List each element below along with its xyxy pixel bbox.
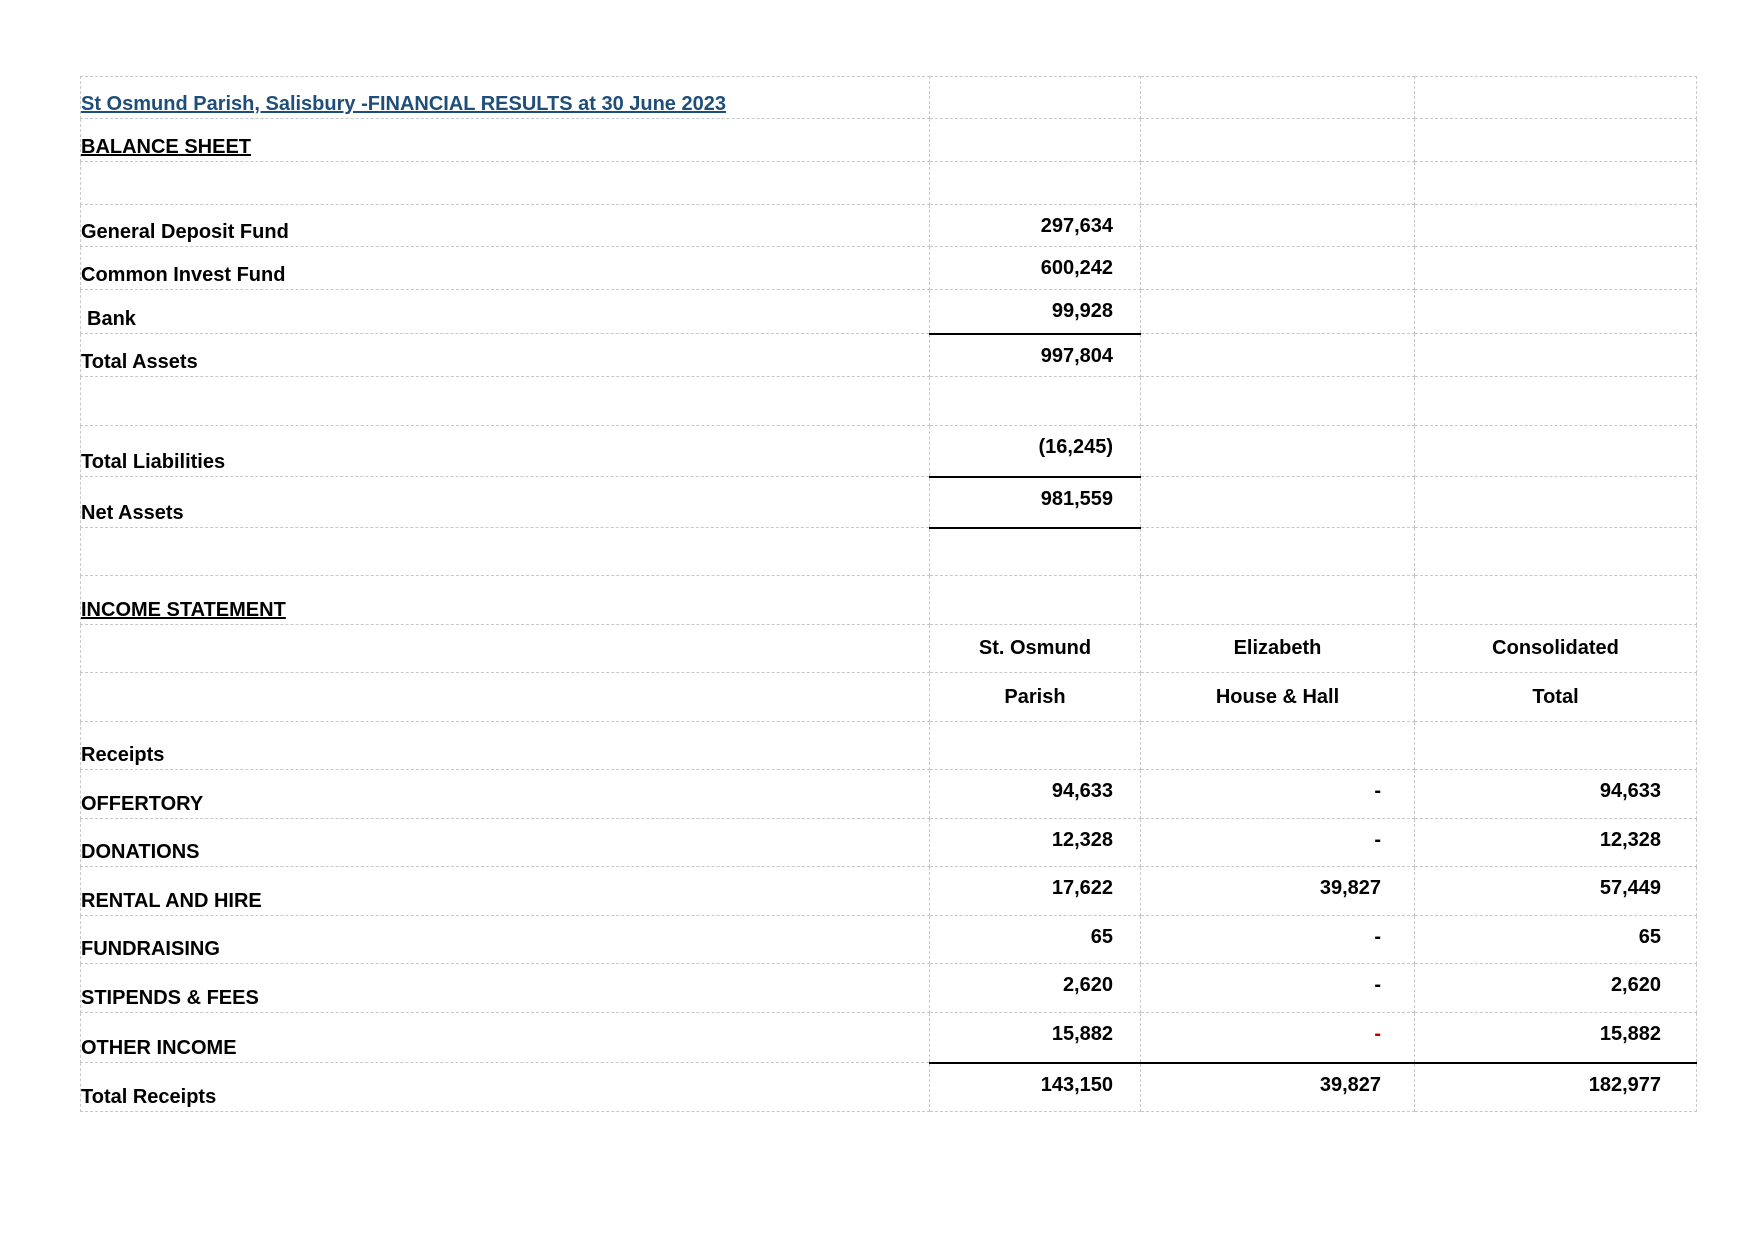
table-row	[81, 290, 1697, 334]
row-label: OTHER INCOME	[81, 1013, 930, 1063]
table-row	[81, 964, 1697, 1013]
table-row	[81, 205, 1697, 247]
total-value: 2,620	[1415, 964, 1697, 1013]
total-assets-value: 997,804	[930, 334, 1141, 377]
total-assets-label: Total Assets	[81, 334, 930, 377]
table-row	[81, 770, 1697, 819]
bank-label: Bank	[81, 290, 930, 334]
house-value: 39,827	[1141, 867, 1415, 916]
total-liabilities-label: Total Liabilities	[81, 426, 930, 477]
parish-value: 17,622	[930, 867, 1141, 916]
financial-results-sheet	[80, 76, 1697, 1112]
col-header-parish-line1: St. Osmund	[930, 625, 1141, 673]
general-deposit-value: 297,634	[930, 205, 1141, 247]
row-label: OFFERTORY	[81, 770, 930, 819]
house-value: -	[1141, 770, 1415, 819]
income-statement-heading: INCOME STATEMENT	[81, 576, 930, 625]
table-row	[81, 867, 1697, 916]
total-value: 94,633	[1415, 770, 1697, 819]
total-receipts-house: 39,827	[1141, 1063, 1415, 1112]
column-header-row	[81, 625, 1697, 673]
general-deposit-label: General Deposit Fund	[81, 205, 930, 247]
parish-value: 2,620	[930, 964, 1141, 1013]
total-liabilities-value: (16,245)	[930, 426, 1141, 477]
total-value: 12,328	[1415, 819, 1697, 867]
house-value: -	[1141, 964, 1415, 1013]
col-header-house-line1: Elizabeth	[1141, 625, 1415, 673]
row-label: STIPENDS & FEES	[81, 964, 930, 1013]
common-invest-label: Common Invest Fund	[81, 247, 930, 290]
col-header-total-line2: Total	[1415, 673, 1697, 722]
col-header-house-line2: House & Hall	[1141, 673, 1415, 722]
total-row	[81, 1063, 1697, 1112]
parish-value: 65	[930, 916, 1141, 964]
house-value: -	[1141, 819, 1415, 867]
common-invest-value: 600,242	[930, 247, 1141, 290]
house-value: -	[1141, 1013, 1415, 1063]
table-row	[81, 247, 1697, 290]
table-row	[81, 916, 1697, 964]
total-receipts-label: Total Receipts	[81, 1063, 930, 1112]
bank-value: 99,928	[930, 290, 1141, 334]
table-row	[81, 426, 1697, 477]
page-title	[81, 77, 930, 119]
table-row	[81, 1013, 1697, 1063]
house-value: -	[1141, 916, 1415, 964]
total-receipts-parish: 143,150	[930, 1063, 1141, 1112]
row-label: FUNDRAISING	[81, 916, 930, 964]
col-header-parish-line2: Parish	[930, 673, 1141, 722]
parish-value: 94,633	[930, 770, 1141, 819]
table-row	[81, 819, 1697, 867]
total-receipts-total: 182,977	[1415, 1063, 1697, 1112]
parish-value: 12,328	[930, 819, 1141, 867]
balance-sheet-heading: BALANCE SHEET	[81, 119, 930, 162]
column-header-row	[81, 673, 1697, 722]
title-link[interactable]: St Osmund Parish, Salisbury -FINANCIAL RESULTS at 30 June 2023	[81, 93, 726, 115]
total-value: 57,449	[1415, 867, 1697, 916]
total-value: 15,882	[1415, 1013, 1697, 1063]
total-value: 65	[1415, 916, 1697, 964]
parish-value: 15,882	[930, 1013, 1141, 1063]
table-row	[81, 477, 1697, 528]
net-assets-value: 981,559	[930, 477, 1141, 528]
table-row	[81, 334, 1697, 377]
col-header-total-line1: Consolidated	[1415, 625, 1697, 673]
receipts-label: Receipts	[81, 722, 930, 770]
row-label: DONATIONS	[81, 819, 930, 867]
row-label: RENTAL AND HIRE	[81, 867, 930, 916]
net-assets-label: Net Assets	[81, 477, 930, 528]
